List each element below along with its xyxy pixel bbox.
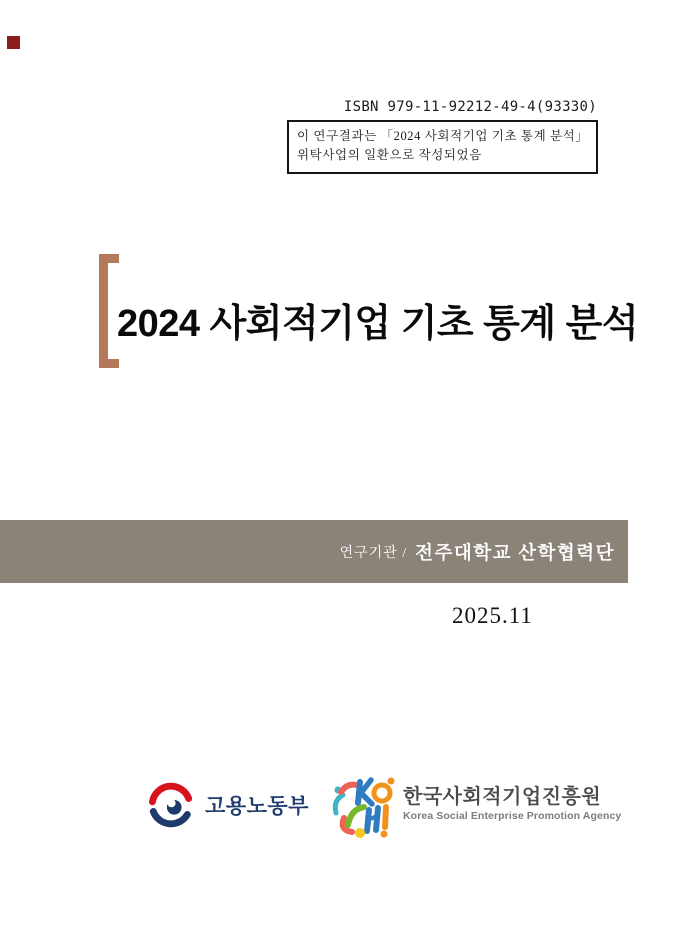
title-bracket — [99, 254, 119, 368]
research-organization: 전주대학교 산학협력단 — [415, 543, 615, 564]
kosea-name-korean: 한국사회적기업진흥원 — [403, 786, 602, 808]
notice-line: 위탁사업의 일환으로 작성되었음 — [297, 148, 482, 163]
moel-taegeuk-icon — [148, 782, 194, 828]
corner-mark — [7, 36, 20, 49]
research-banner — [0, 520, 628, 583]
kosea-mark-icon — [331, 773, 395, 839]
report-title: 2024 사회적기업 기초 통계 분석 — [117, 303, 639, 345]
publication-date: 2025.11 — [452, 603, 533, 628]
kosea-logo — [331, 773, 621, 839]
research-label: 연구기관 / — [339, 545, 408, 561]
kosea-name-english: Korea Social Enterprise Promotion Agency — [403, 810, 622, 822]
notice-line: 이 연구결과는 「2024 사회적기업 기초 통계 분석」 — [297, 129, 589, 143]
moel-logo — [148, 782, 309, 828]
notice-box — [287, 120, 598, 174]
kosea-text — [403, 773, 621, 822]
moel-name: 고용노동부 — [205, 795, 309, 818]
isbn-text: ISBN 979-11-92212-49-4(93330) — [343, 99, 597, 115]
